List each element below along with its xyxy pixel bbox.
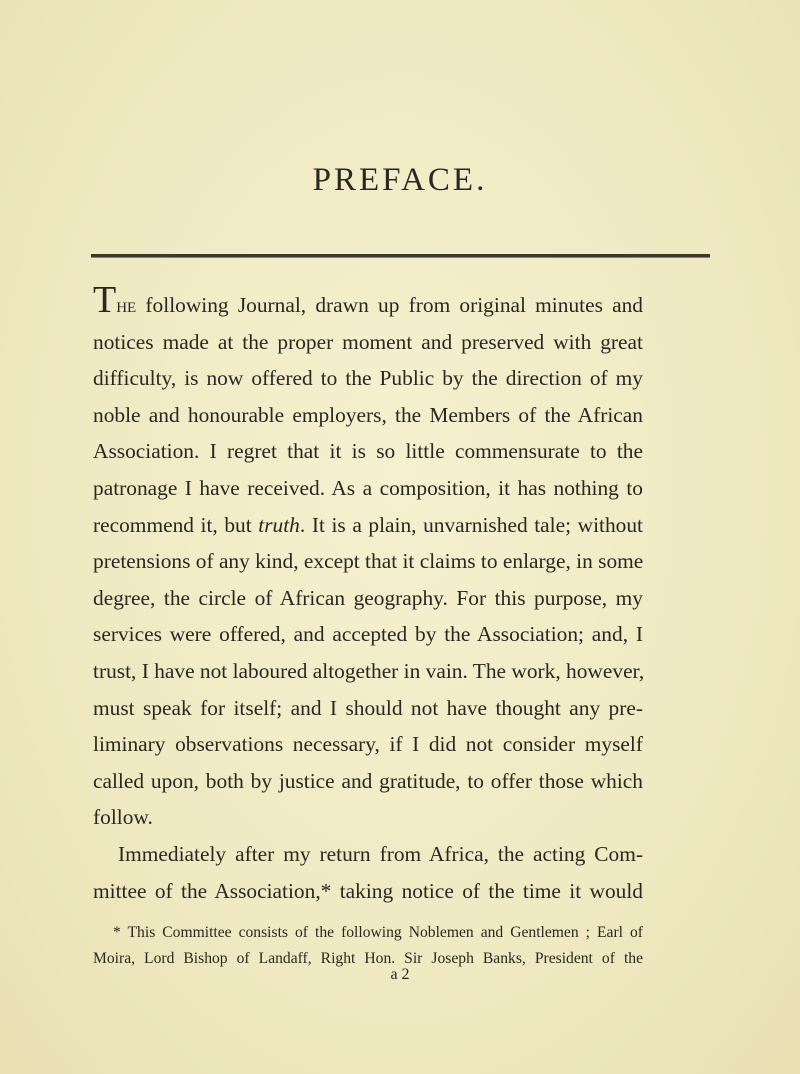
body-line: called upon, both by justice and gratitude, to offer those which (93, 768, 643, 793)
small-caps-text: he (116, 293, 137, 317)
body-line: notices made at the proper moment and preserved with great (93, 329, 643, 354)
heading-rule (91, 254, 710, 258)
footnote-line: Moira, Lord Bishop of Landaff, Right Hon. Sir Joseph Banks, President of the (93, 950, 643, 967)
body-line (93, 507, 643, 544)
body-line: Immediately after my return from Africa, the acting Com- (118, 841, 643, 866)
body-line (93, 279, 643, 324)
body-line-text: . It is a plain, unvarnished tale; without (299, 512, 643, 537)
body-line: patronage I have received. As a composition, it has nothing to (93, 475, 643, 500)
italic-word: truth (258, 512, 300, 537)
page-heading: PREFACE. (312, 162, 488, 198)
body-line: noble and honourable employers, the Members of the African (93, 402, 643, 427)
body-line: liminary observations necessary, if I did not consider myself (93, 732, 643, 757)
body-line: must speak for itself; and I should not have thought any pre- (93, 695, 643, 720)
body-line: mittee of the Association,* taking notice of the time it would (93, 878, 643, 903)
body-line-text: recommend it, but (93, 512, 259, 537)
signature-mark: a 2 (390, 966, 410, 983)
body-line: services were offered, and accepted by the Association; and, I (93, 622, 643, 647)
body-line-text: following Journal, drawn up from original minutes and (136, 293, 643, 317)
footnote (93, 920, 643, 972)
body-line: follow. (93, 805, 153, 830)
preface-body (93, 279, 645, 909)
body-line: Association. I regret that it is so little commensurate to the (93, 439, 643, 464)
body-line: degree, the circle of African geography. For this purpose, my (93, 585, 643, 610)
drop-cap: T (93, 279, 117, 321)
body-line: trust, I have not laboured altogether in vain. The work, however, (93, 658, 645, 683)
footnote-line: * This Committee consists of the following Noblemen and Gentlemen ; Earl of (113, 924, 643, 941)
body-line: difficulty, is now offered to the Public by the direction of my (93, 366, 643, 391)
body-line: pretensions of any kind, except that it claims to enlarge, in some (93, 549, 644, 574)
